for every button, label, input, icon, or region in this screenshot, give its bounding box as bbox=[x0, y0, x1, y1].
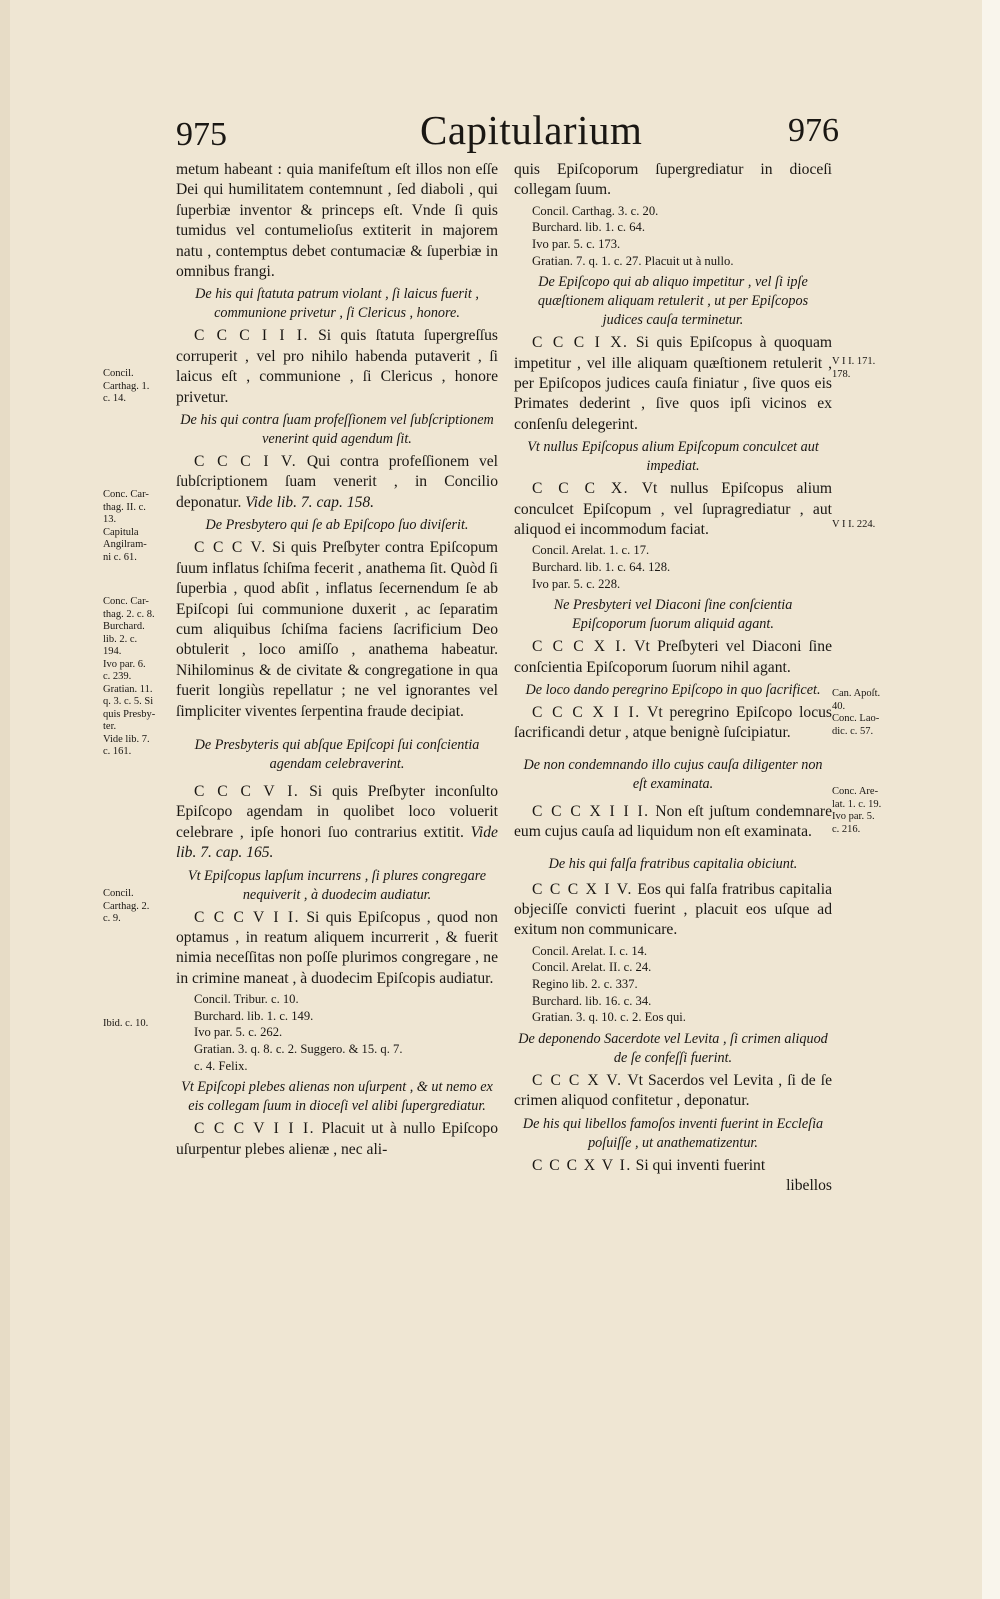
page-gutter bbox=[0, 0, 10, 1599]
chapter-number: C C C I X. bbox=[532, 334, 629, 352]
source-references bbox=[532, 203, 832, 269]
chapter-number: C C C V. bbox=[194, 539, 267, 557]
reference-line: Burchard. lib. 1. c. 64. bbox=[532, 220, 645, 235]
reference-line: Concil. Arelat. I. c. 14. bbox=[532, 943, 648, 958]
chapter-number: C C C X I V. bbox=[532, 880, 633, 898]
chapter-text bbox=[514, 1071, 832, 1112]
reference-line: Ivo par. 5. c. 228. bbox=[532, 576, 621, 591]
cross-reference: Vide lib. 7. cap. 158. bbox=[245, 493, 375, 511]
reference-line: Burchard. lib. 1. c. 149. bbox=[194, 1008, 314, 1023]
chapter-number: C C C I V. bbox=[194, 453, 298, 471]
margin-note-left: Concil. Carthag. 2. c. 9. bbox=[103, 888, 150, 924]
chapter-text bbox=[176, 452, 498, 513]
running-head bbox=[0, 106, 1000, 156]
reference-line: Gratian. 7. q. 1. c. 27. Placuit ut à nullo. bbox=[532, 253, 734, 268]
chapter-number: C C C I I I. bbox=[194, 327, 309, 345]
reference-line: Concil. Arelat. II. c. 24. bbox=[532, 960, 652, 975]
chapter-number: C C C X I. bbox=[532, 638, 628, 656]
chapter-number: C C C X I I I. bbox=[532, 802, 650, 820]
chapter-number: C C C V I I I. bbox=[194, 1120, 316, 1138]
chapter-body: Placuit ut à nullo Epiſcopo uſurpentur plebes alienæ , nec ali- bbox=[176, 1120, 498, 1158]
chapter-heading: De non condemnando illo cujus cauſa diligenter non eſt examinata. bbox=[523, 756, 823, 792]
catchword: libellos bbox=[786, 1177, 832, 1195]
chapter-body: Vt nullus Epiſcopus alium conculcet Epiſcopum , vel ſupragrediatur , aut aliquod ei incommodum faciat. bbox=[514, 480, 833, 539]
reference-line: Burchard. lib. 1. c. 64. 128. bbox=[532, 560, 671, 575]
chapter-text bbox=[514, 1156, 832, 1176]
reference-line: Concil. Tribur. c. 10. bbox=[194, 992, 299, 1007]
reference-line: Concil. Carthag. 3. c. 20. bbox=[532, 203, 659, 218]
chapter-body: Eos qui falſa fratribus capitalia objeciſſe convicti fuerint , placuit eos uſque ad exitum non communicare. bbox=[514, 880, 832, 939]
chapter-text bbox=[514, 703, 832, 744]
chapter-heading: Ne Presbyteri vel Diaconi ſine conſcientia Epiſcoporum ſuorum aliquid agant. bbox=[553, 597, 793, 633]
margin-note-right: Conc. Are- lat. 1. c. 19. Ivo par. 5. c. 216. bbox=[832, 786, 882, 835]
chapter-text bbox=[514, 802, 832, 843]
paragraph: quis Epiſcoporum ſupergrediatur in dioceſi collegam ſuum. bbox=[514, 161, 832, 199]
reference-line: Gratian. 3. q. 10. c. 2. Eos qui. bbox=[532, 1010, 686, 1025]
chapter-heading: De his qui falſa fratribus capitalia obiciunt. bbox=[548, 855, 798, 872]
reference-line: Concil. Arelat. 1. c. 17. bbox=[532, 543, 650, 558]
cross-reference: Vide lib. 7. cap. 165. bbox=[176, 823, 498, 862]
reference-line: c. 4. Felix. bbox=[194, 1058, 248, 1073]
margin-note-right: Can. Apoſt. 40. Conc. Lao- dic. c. 57. bbox=[832, 688, 881, 737]
page-number-right: 976 bbox=[788, 112, 839, 149]
chapter-heading: De his qui ſtatuta patrum violant , ſi laicus fuerit , communione privetur , ſi Clericus , honore. bbox=[195, 286, 479, 322]
margin-note-right: V I I. 224. bbox=[832, 519, 876, 530]
source-references bbox=[532, 943, 832, 1026]
chapter-text bbox=[176, 908, 498, 990]
chapter-heading: De his qui libellos famoſos inventi fuerint in Eccleſia poſuiſſe , ut anathematizentur. bbox=[522, 1115, 824, 1151]
margin-note-left: Ibid. c. 10. bbox=[103, 1018, 149, 1029]
chapter-text bbox=[514, 479, 832, 540]
chapter-body: Vt Sacerdos vel Levita , ſi de ſe crimen aliquod confitetur , deponatur. bbox=[514, 1071, 832, 1110]
reference-line: Ivo par. 5. c. 173. bbox=[532, 237, 621, 251]
chapter-body: Si quis Epiſcopus à quoquam impetitur , vel ille aliquam quæſtionem retulerit , per Epiſcopos judices cauſa finiatur , ſive quos eis Primates dederint , ſive quos ipſi vicinos ex conſenſu delegerint. bbox=[514, 334, 833, 433]
paragraph: metum habeant : quia manifeſtum eſt illos non eſſe Dei qui humilitatem contemnunt , ſed diaboli , qui ſuperbiæ inventor & princeps eſt. Vnde ſi quis tumidus vel contumelioſus extiterit in majorem natu , contemptus debet contumaciæ & ſuperbiæ in omnibus frangi. bbox=[176, 161, 498, 281]
chapter-text bbox=[176, 326, 498, 408]
margin-note-left: Conc. Car- thag. 2. c. 8. Burchard. lib. 2. c. 194. Ivo par. 6. c. 239. Gratian. 11. q. 3. c. 5. Si quis Presby- ter. Vide lib. 7. c. 161. bbox=[103, 596, 156, 757]
chapter-heading: De his qui contra ſuam profeſſionem vel ſubſcriptionem venerint quid agendum ſit. bbox=[180, 412, 494, 448]
margin-note-right: V I I. 171. 178. bbox=[832, 356, 876, 380]
chapter-heading: Vt Epiſcopus lapſum incurrens , ſi plures congregare nequiverit , à duodecim audiatur. bbox=[187, 867, 487, 903]
chapter-text bbox=[514, 333, 832, 435]
chapter-body: Si qui inventi fuerint bbox=[635, 1156, 766, 1174]
chapter-text bbox=[514, 637, 832, 678]
chapter-heading: Vt nullus Epiſcopus alium Epiſcopum conculcet aut impediat. bbox=[527, 439, 819, 475]
chapter-number: C C C X V I. bbox=[532, 1156, 632, 1174]
chapter-body: Vt Preſbyteri vel Diaconi ſine conſcientia Epiſcoporum ſuorum nihil agant. bbox=[514, 638, 832, 676]
chapter-number: C C C V I I. bbox=[194, 908, 300, 926]
chapter-text bbox=[514, 880, 832, 941]
chapter-number: C C C V I. bbox=[194, 782, 300, 800]
source-references bbox=[532, 542, 832, 592]
reference-line: Regino lib. 2. c. 337. bbox=[532, 977, 638, 992]
chapter-number: C C C X. bbox=[532, 480, 630, 498]
source-references bbox=[194, 991, 498, 1074]
chapter-number: C C C X I I. bbox=[532, 704, 641, 722]
chapter-body: Si quis Epiſcopus , quod non optamus , in reatum aliquem incurrerit , & fuerit nimia neceſſitas non poſſe plurimos congregare , ne in crimine maneat , à duodecim Epiſcopis audiatur. bbox=[176, 908, 498, 987]
chapter-body: Qui contra profeſſionem vel ſubſcriptionem ſuam venerit , in Concilio deponatur. bbox=[176, 453, 499, 511]
chapter-heading: De Presbytero qui ſe ab Epiſcopo ſuo diviſerit. bbox=[205, 517, 469, 534]
chapter-body: Si quis Preſbyter contra Epiſcopum ſuum inflatus ſchiſma fecerit , anathema ſit. Quòd ſi ſuperbia , quod abſit , inflatus ſecernendum ſe ab Epiſcopi ſui communione duxerit , ac ſeparatim cum aliquibus ſchiſma faciens ſacrificium Deo obtulerit , loco amiſſo , anathema habeatur. Nihilominus & de civitate & congregatione in qua fuerit longiùs repellatur ; ne vel ignorantes vel ſimpliciter viventes ſerpentina fraude decipiat. bbox=[176, 539, 498, 720]
running-title: Capitularium bbox=[420, 107, 643, 153]
chapter-body: Vt peregrino Epiſcopo locus ſacrificandi detur , atque benignè ſuſcipiatur. bbox=[514, 704, 832, 742]
chapter-heading: De deponendo Sacerdote vel Levita , ſi crimen aliquod de ſe confeſſi fuerint. bbox=[518, 1030, 828, 1066]
text-column-right bbox=[514, 160, 832, 1196]
chapter-heading: De loco dando peregrino Epiſcopo in quo ſacrificet. bbox=[525, 682, 821, 699]
margin-note-left: Conc. Car- thag. II. c. 13. Capitula Angilram- ni c. 61. bbox=[103, 489, 149, 563]
chapter-text bbox=[176, 1119, 498, 1160]
chapter-body: Si quis Preſbyter inconſulto Epiſcopo agendam in quolibet loco voluerit celebrare , ipſe honori ſuo contrarius extitit. bbox=[176, 782, 498, 841]
reference-line: Burchard. lib. 16. c. 34. bbox=[532, 993, 652, 1008]
chapter-body: Si quis ſtatuta ſupergreſſus corruperit , vel pro nihilo habenda putaverit , ſi laicus eſt , communione , ſi Clericus , honore privetur. bbox=[176, 327, 499, 406]
margin-note-left: Concil. Carthag. 1. c. 14. bbox=[103, 368, 150, 404]
page-edge bbox=[982, 0, 1000, 1599]
chapter-number: C C C X V. bbox=[532, 1071, 623, 1089]
chapter-heading: De Presbyteris qui abſque Epiſcopi ſui conſcientia agendam celebraverint. bbox=[194, 736, 480, 772]
chapter-heading: De Epiſcopo qui ab aliquo impetitur , vel ſi ipſe quæſtionem aliquam retulerit , ut per Epiſcopos judices cauſa terminetur. bbox=[537, 274, 809, 329]
reference-line: Ivo par. 5. c. 262. bbox=[194, 1025, 283, 1040]
chapter-heading: Vt Epiſcopi plebes alienas non uſurpent , & ut nemo ex eis collegam ſuum in dioceſi vel alibi ſupergrediatur. bbox=[181, 1079, 493, 1115]
text-column-left bbox=[176, 160, 498, 1160]
reference-line: Gratian. 3. q. 8. c. 2. Suggero. & 15. q. 7. bbox=[194, 1041, 403, 1056]
chapter-text bbox=[176, 538, 498, 722]
chapter-text bbox=[176, 782, 498, 864]
page-number-left: 975 bbox=[176, 116, 227, 153]
chapter-body: Non eſt juſtum condemnare eum cujus cauſa ad liquidum non eſt examinata. bbox=[514, 802, 832, 841]
